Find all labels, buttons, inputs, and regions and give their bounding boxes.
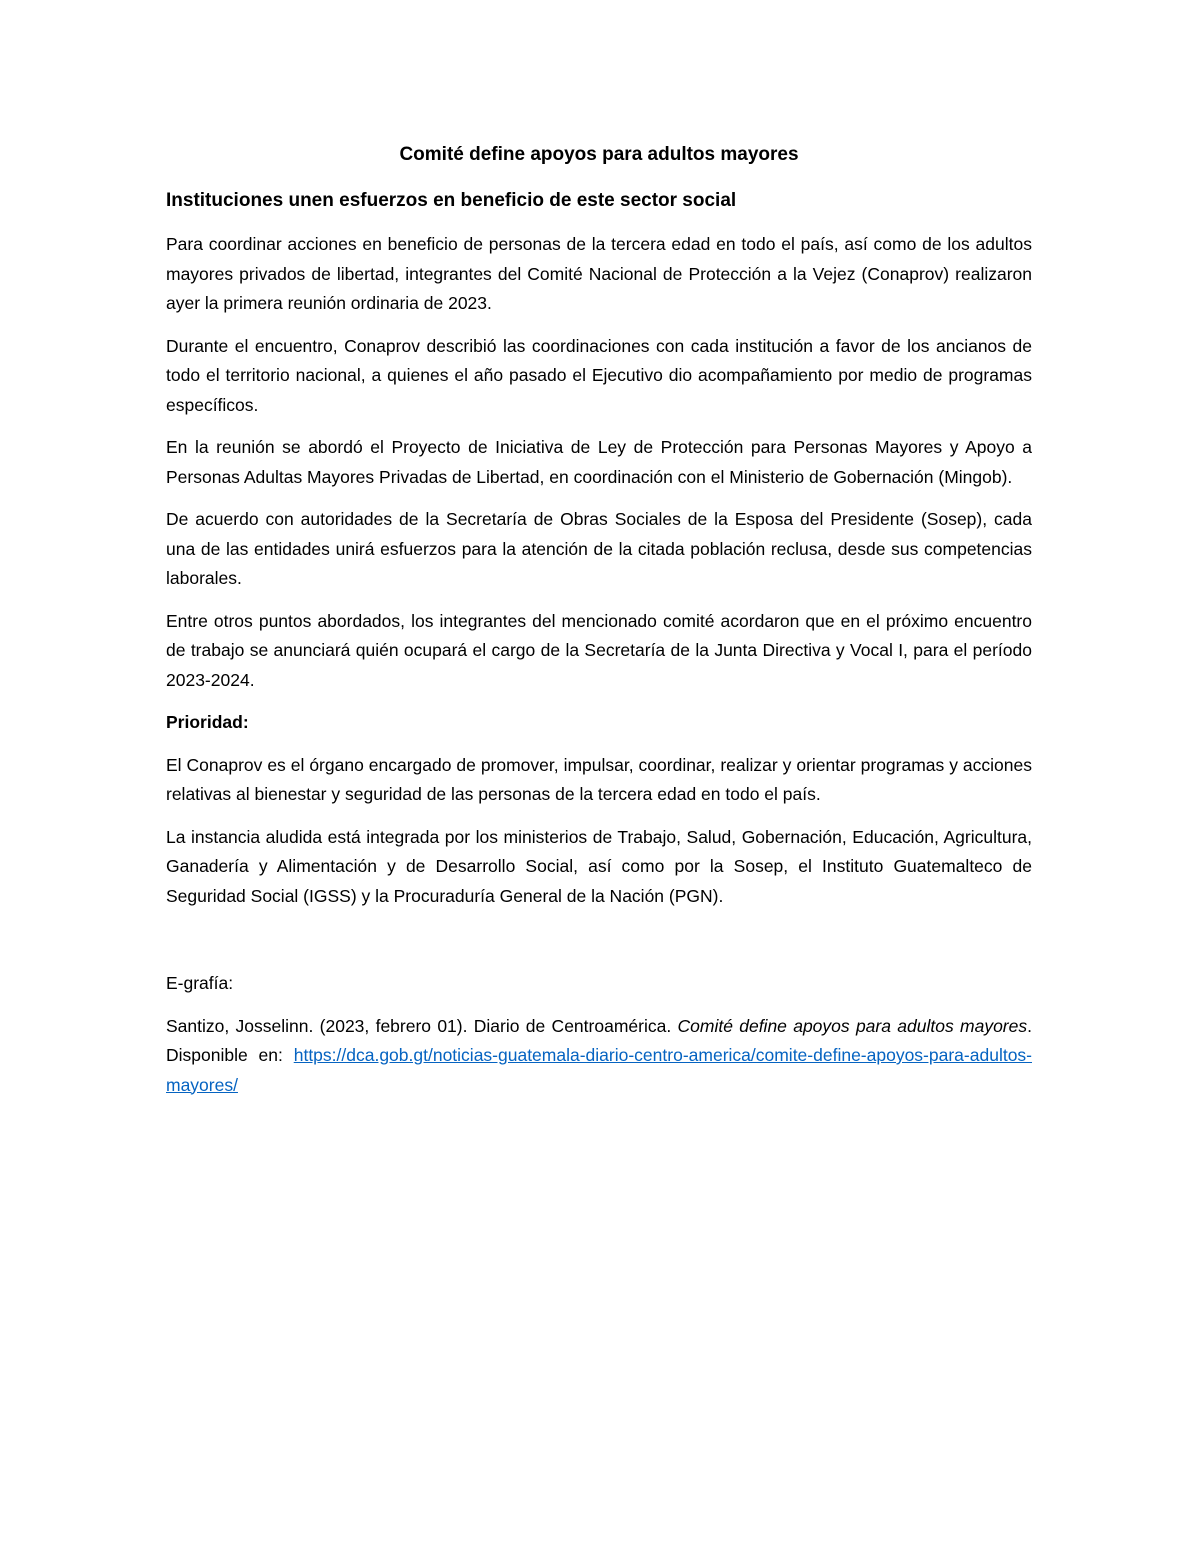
section-heading-prioridad: Prioridad: (166, 712, 249, 732)
article-paragraph: En la reunión se abordó el Proyecto de Iniciativa de Ley de Protección para Personas Mayores y Apoyo a Personas Adultas Mayores Privadas de Libertad, en coordinación con el Ministerio de Gobernación (Mingob). (166, 437, 1032, 487)
reference-url-link[interactable]: https://dca.gob.gt/noticias-guatemala-diario-centro-america/comite-define-apoyos-para-adultos-mayores/ (166, 1045, 1032, 1095)
article-paragraph: Para coordinar acciones en beneficio de personas de la tercera edad en todo el país, así como de los adultos mayores privados de libertad, integrantes del Comité Nacional de Protección a la Vejez (Conaprov) realizaron ayer la primera reunión ordinaria de 2023. (166, 234, 1032, 313)
blank-line (166, 924, 1032, 969)
section-paragraph: La instancia aludida está integrada por los ministerios de Trabajo, Salud, Gobernación, Educación, Agricultura, Ganadería y Alimentación y de Desarrollo Social, así como por la Sosep, el Instituto Guatemalteco de Seguridad Social (IGSS) y la Procuraduría General de la Nación (PGN). (166, 826, 1032, 906)
section-paragraph: El Conaprov es el órgano encargado de promover, impulsar, coordinar, realizar y orientar programas y acciones relativas al bienestar y seguridad de las personas de la tercera edad en todo el país. (166, 754, 1032, 804)
reference-available-label: . Disponible en: (166, 1015, 1032, 1065)
article-subtitle: Instituciones unen esfuerzos en beneficio de este sector social (166, 190, 737, 211)
document-page (166, 140, 1032, 1113)
reference-citation (166, 1012, 1032, 1101)
article-paragraph: Durante el encuentro, Conaprov describió las coordinaciones con cada institución a favor de los ancianos de todo el territorio nacional, a quienes el año pasado el Ejecutivo dio acompañamiento por medio de programas específicos. (166, 335, 1032, 415)
reference-work-title: Comité define apoyos para adultos mayores (677, 1015, 1028, 1036)
article-paragraph: De acuerdo con autoridades de la Secretaría de Obras Sociales de la Esposa del Presidente (Sosep), cada una de las entidades unirá esfuerzos para la atención de la citada población reclusa, desde sus competencias laborales. (166, 509, 1032, 588)
reference-author-source: Santizo, Josselinn. (2023, febrero 01). Diario de Centroamérica. (166, 1015, 678, 1036)
reference-heading: E-grafía: (166, 973, 234, 993)
article-paragraph: Entre otros puntos abordados, los integrantes del mencionado comité acordaron que en el próximo encuentro de trabajo se anunciará quién ocupará el cargo de la Secretaría de la Junta Directiva y Vocal I, para el período 2023-2024. (166, 610, 1032, 690)
article-title: Comité define apoyos para adultos mayores (399, 144, 799, 165)
